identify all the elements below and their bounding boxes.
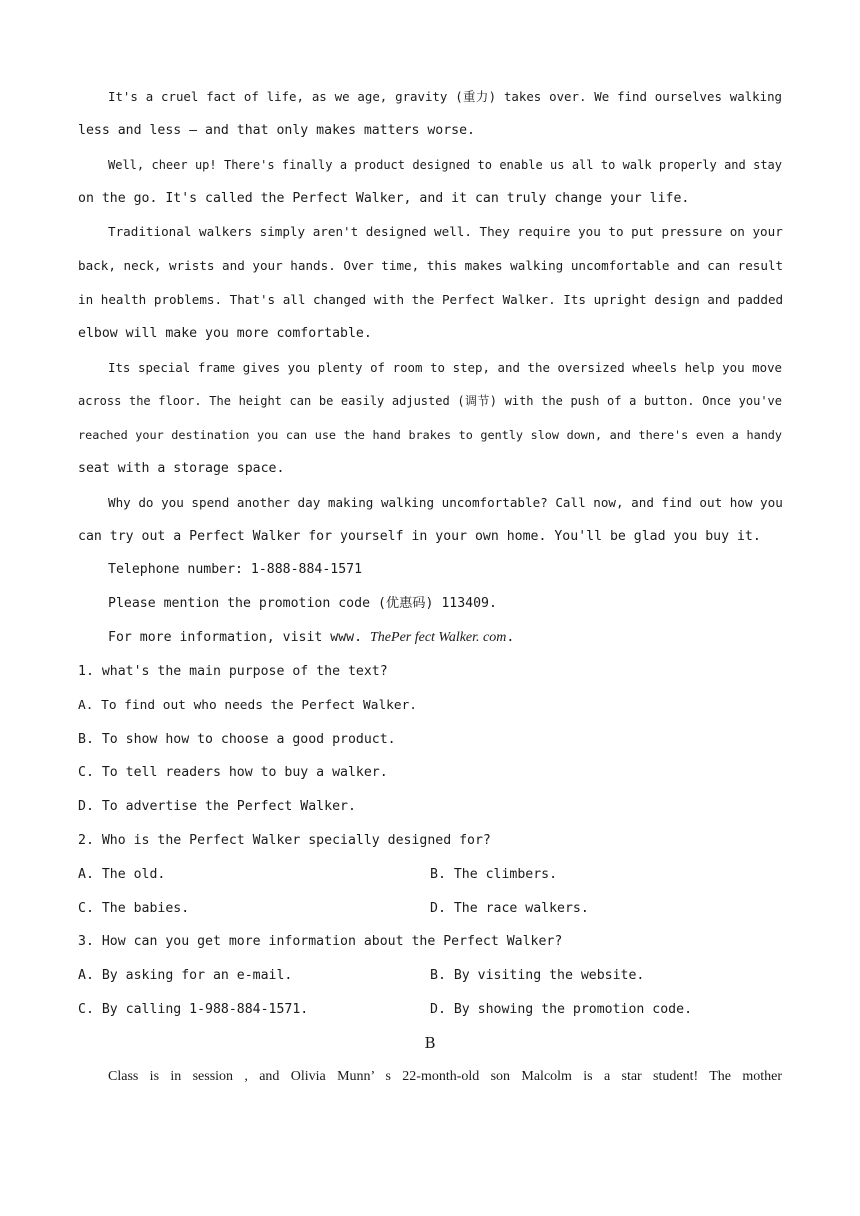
question-1: 1. what's the main purpose of the text? xyxy=(78,664,388,679)
q1-option-c: C. To tell readers how to buy a walker. xyxy=(78,765,388,780)
q2-option-b: B. The climbers. xyxy=(430,867,558,882)
q2-option-c: C. The babies. xyxy=(78,901,190,916)
passage-a-line: reached your destination you can use the hand brakes to gently slow down, and there's even a handy xyxy=(78,428,782,442)
q3-option-d: D. By showing the promotion code. xyxy=(430,1002,693,1017)
passage-b-line: Class is in session , and Olivia Munn’ s 22-month-old son Malcolm is a star student! The mother xyxy=(108,1069,782,1084)
passage-a-line: elbow will make you more comfortable. xyxy=(78,326,372,341)
q2-option-a: A. The old. xyxy=(78,867,166,882)
telephone-line: Telephone number: 1-888-884-1571 xyxy=(108,562,363,577)
q1-option-d: D. To advertise the Perfect Walker. xyxy=(78,799,356,814)
question-3: 3. How can you get more information about the Perfect Walker? xyxy=(78,934,563,949)
q3-option-c: C. By calling 1-988-884-1571. xyxy=(78,1002,309,1017)
passage-a-line: seat with a storage space. xyxy=(78,461,285,476)
question-2: 2. Who is the Perfect Walker specially designed for? xyxy=(78,833,491,848)
q3-option-a: A. By asking for an e-mail. xyxy=(78,968,293,983)
website-prefix: For more information, visit www. xyxy=(108,630,371,645)
passage-a-line: can try out a Perfect Walker for yourself in your own home. You'll be glad you buy it. xyxy=(78,529,761,544)
passage-a-line: across the floor. The height can be easily adjusted (调节) with the push of a button. Once you've xyxy=(78,394,782,408)
q1-option-b: B. To show how to choose a good product. xyxy=(78,732,396,747)
passage-a-line: Traditional walkers simply aren't designed well. They require you to put pressure on your xyxy=(108,224,783,239)
website-suffix: . xyxy=(506,630,515,645)
website-line xyxy=(108,629,782,647)
q1-option-a: A. To find out who needs the Perfect Walker. xyxy=(78,698,417,713)
passage-a-line: on the go. It's called the Perfect Walker, and it can truly change your life. xyxy=(78,191,690,206)
promotion-code-line: Please mention the promotion code (优惠码) 113409. xyxy=(108,596,497,611)
q3-option-b: B. By visiting the website. xyxy=(430,968,645,983)
passage-a-line: Why do you spend another day making walking uncomfortable? Call now, and find out how you xyxy=(108,495,783,510)
passage-a-line: less and less — and that only makes matters worse. xyxy=(78,123,475,138)
passage-a-line: Well, cheer up! There's finally a product designed to enable us all to walk properly and stay xyxy=(108,158,782,172)
section-heading-b: B xyxy=(424,1034,436,1052)
q2-option-d: D. The race walkers. xyxy=(430,901,589,916)
passage-a-line: It's a cruel fact of life, as we age, gravity (重力) takes over. We find ourselves walking xyxy=(108,89,782,104)
passage-a-line: Its special frame gives you plenty of room to step, and the oversized wheels help you move xyxy=(108,360,782,375)
website-link[interactable]: ThePer fect Walker. com xyxy=(370,630,507,645)
passage-a-line: in health problems. That's all changed with the Perfect Walker. Its upright design and padded xyxy=(78,292,784,307)
passage-a-line: back, neck, wrists and your hands. Over time, this makes walking uncomfortable and can result xyxy=(78,258,784,273)
